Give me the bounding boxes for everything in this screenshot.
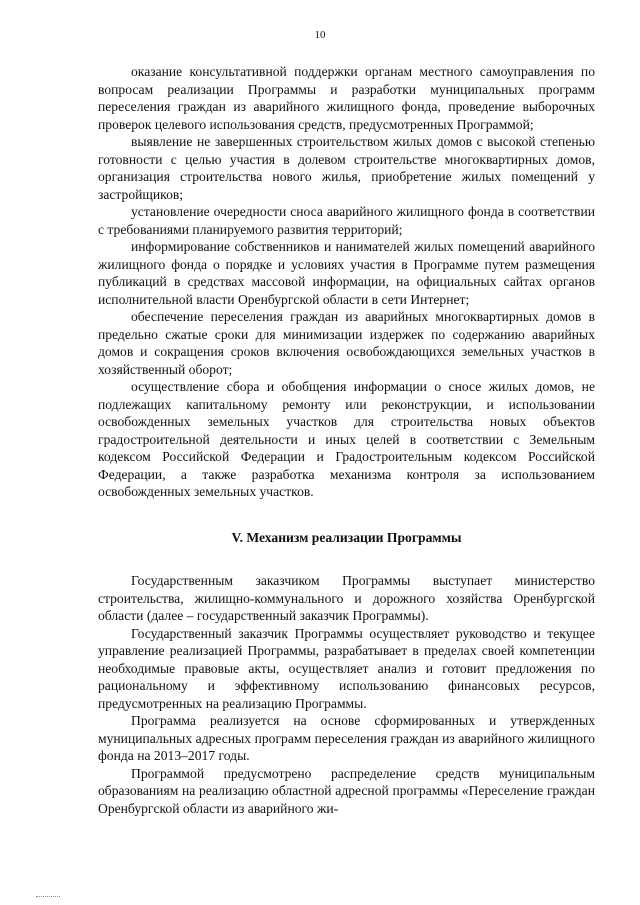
section-heading: V. Механизм реализации Программы <box>231 529 462 545</box>
document-body <box>98 63 595 817</box>
paragraph-program-basis: Программа реализуется на основе сформированных и утвержденных муниципальных адресных программ переселения граждан из аварийного жилищного фонда на 2013–2017 годы. <box>98 713 595 763</box>
paragraph-consulting-support: оказание консультативной поддержки органам местного самоуправления по вопросам реализации Программы и разработки муниципальных программ переселения граждан из аварийного жилищного фонда, проведение выборочных проверок целевого использования средств, предусмотренных Программой; <box>98 64 595 132</box>
paragraph-informing-owners: информирование собственников и нанимателей жилых помещений аварийного жилищного фонда о порядке и условиях участия в Программе путем размещения публикаций в средствах массовой информации, на официальных сайтах органов исполнительной власти Оренбургской области в сети Интернет; <box>98 239 595 307</box>
paragraph-funds-distribution: Программой предусмотрено распределение средств муниципальным образованиям на реализацию областной адресной программы «Переселение граждан Оренбургской области из аварийного жи- <box>98 765 595 816</box>
scan-artifact <box>36 896 60 899</box>
paragraph-demolition-order: установление очередности сноса аварийного жилищного фонда в соответствии с требованиями планируемого развития территорий; <box>98 204 595 237</box>
paragraph-resettlement-provision: обеспечение переселения граждан из аварийных многоквартирных домов в предельно сжатые сроки для минимизации издержек по содержанию аварийных домов и сокращения сроков включения освобождающихся земельных участков в хозяйственный оборот; <box>98 309 595 377</box>
page-number: 10 <box>314 29 326 41</box>
paragraph-unfinished-houses: выявление не завершенных строительством жилых домов с высокой степенью готовности с целью участия в долевом строительстве многоквартирных домов, организация строительства нового жилья, приобретение жилых помещений у застройщиков; <box>98 134 595 202</box>
paragraph-information-collection: осуществление сбора и обобщения информации о сносе жилых домов, не подлежащих капитальному ремонту или реконструкции, и использовании освобожденных земельных участков для строительства новых объектов градостроительной деятельности и иных целей в соответствии с Земельным кодексом Российской Федерации и Градостроительным кодексом Российской Федерации, а также разработка механизма контроля за использованием освобожденных земельных участков. <box>98 379 595 499</box>
paragraph-state-customer: Государственным заказчиком Программы выступает министерство строительства, жилищно-коммунального и дорожного хозяйства Оренбургской области (далее – государственный заказчик Программы). <box>98 573 595 623</box>
paragraph-customer-duties: Государственный заказчик Программы осуществляет руководство и текущее управление реализацией Программы, разрабатывает в пределах своей компетенции необходимые правовые акты, осуществляет анализ и готовит предложения по рациональному и эффективному использованию финансовых ресурсов, предусмотренных на реализацию Программы. <box>98 625 595 711</box>
